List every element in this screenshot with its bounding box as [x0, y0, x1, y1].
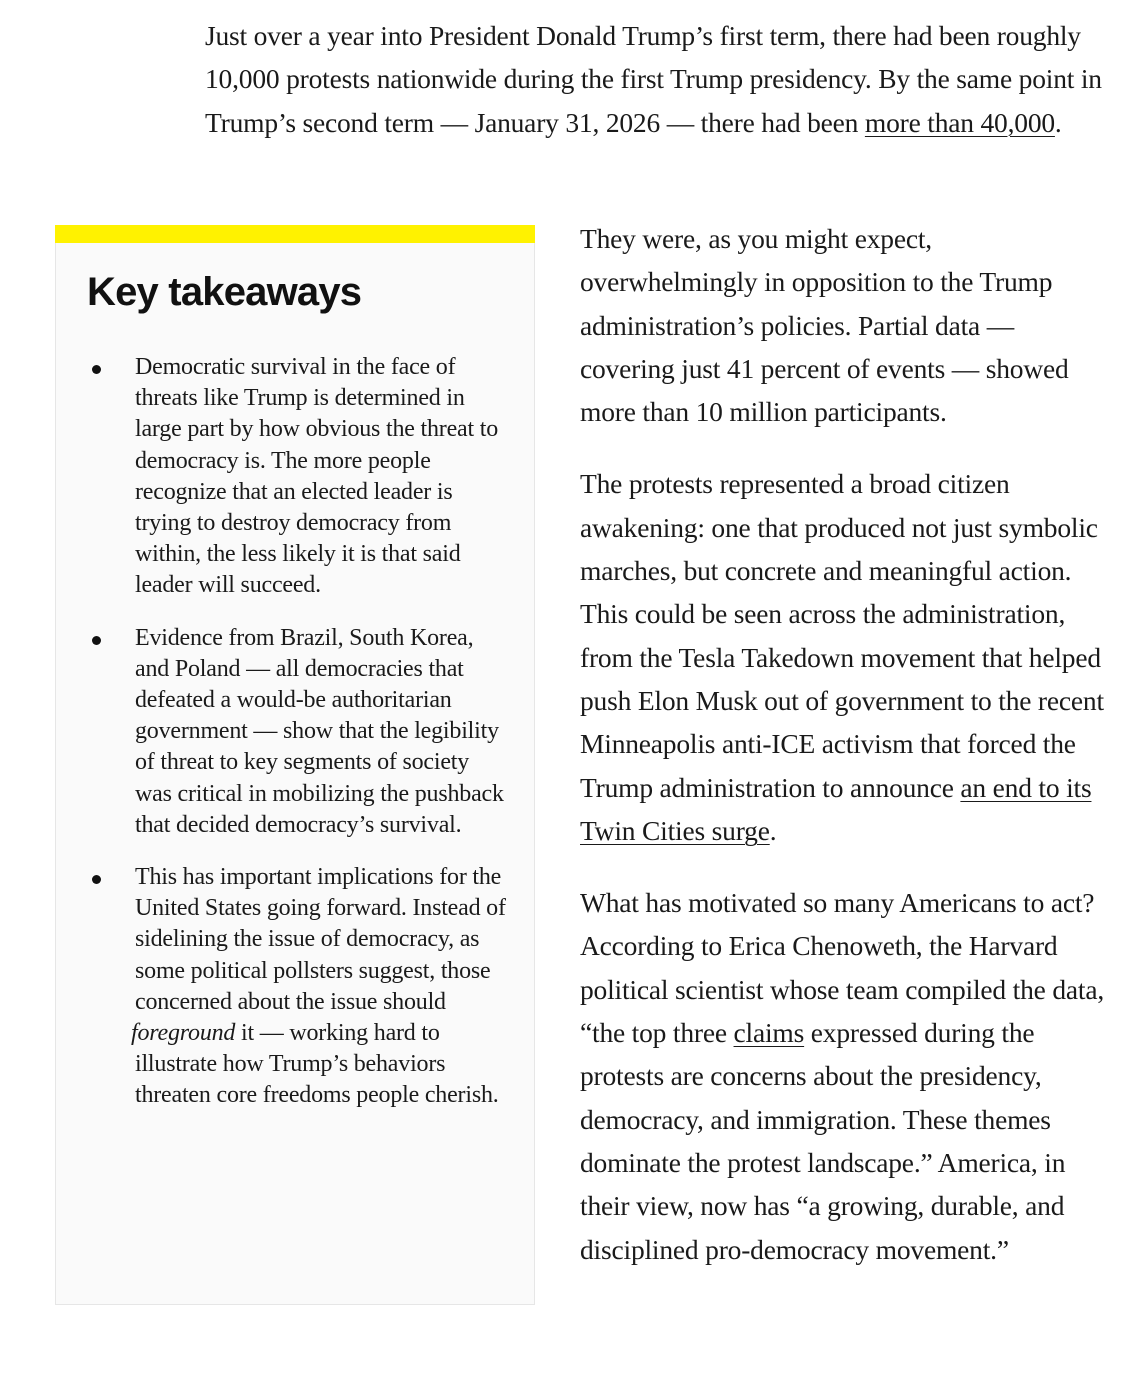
body-paragraph	[580, 462, 1110, 852]
takeaways-list	[56, 352, 534, 1112]
accent-bar	[55, 225, 535, 243]
article-body	[580, 217, 1110, 1300]
emphasis-foreground: foreground	[131, 1020, 236, 1047]
takeaway-item	[56, 352, 534, 602]
takeaway-item	[56, 862, 534, 1112]
claims-link[interactable]: claims	[733, 1017, 805, 1049]
body-paragraph	[580, 217, 1110, 433]
key-takeaways-title: Key takeaways	[87, 270, 362, 314]
bullet-icon	[92, 875, 101, 884]
paragraph-text: The protests represented a broad citizen awakening: one that produced not just symbolic marches, but concrete and meaningful action. This could be seen across the administration, from the Tesla Takedown movement that helped push Elon Musk out of government to the recent Minneapolis anti-ICE activism that forced the Trump administration to announce	[580, 468, 1104, 803]
takeaway-text: Democratic survival in the face of threats like Trump is determined in large part by how obvious the threat to democracy is. The more people recognize that an elected leader is trying to destroy democracy from within, the less likely it is that said leader will succeed.	[135, 354, 499, 599]
intro-text-end: .	[1054, 106, 1062, 138]
takeaway-item	[56, 623, 534, 841]
body-paragraph	[580, 881, 1110, 1271]
paragraph-text-end: .	[769, 814, 777, 846]
takeaway-text: This has important implications for the United States going forward. Instead of sidelining the issue of democracy, as some political pollsters suggest, those concerned about the issue should	[135, 864, 506, 1015]
paragraph-text-end: expressed during the protests are concerns about the presidency, democracy, and immigration. These themes dominate the protest landscape.” America, in their view, now has “a growing, durable, and disciplined pro-democracy movement.”	[580, 1017, 1066, 1265]
twin-cities-surge-link[interactable]: an end to its Twin Cities surge	[580, 771, 1092, 846]
more-than-40000-link[interactable]: more than 40,000	[864, 106, 1055, 138]
paragraph-text: What has motivated so many Americans to act? According to Erica Chenoweth, the Harvard political scientist whose team compiled the data, “the top three	[580, 887, 1105, 1049]
bullet-icon	[92, 636, 101, 645]
paragraph-text: They were, as you might expect, overwhelmingly in opposition to the Trump administration’s policies. Partial data — covering just 41 percent of events — showed more than 10 million participants.	[580, 223, 1069, 428]
takeaway-text-end: it — working hard to illustrate how Trump’s behaviors threaten core freedoms people cherish.	[135, 1020, 499, 1109]
bullet-icon	[92, 365, 101, 374]
key-takeaways-box	[55, 225, 535, 1305]
takeaway-text: Evidence from Brazil, South Korea, and Poland — all democracies that defeated a would-be authoritarian government — show that the legibility of threat to key segments of society was critical in mobilizing the pushback that decided democracy’s survival.	[135, 624, 504, 838]
intro-paragraph	[205, 14, 1115, 144]
intro-text: Just over a year into President Donald Trump’s first term, there had been roughly 10,000 protests nationwide during the first Trump presidency. By the same point in Trump’s second term — January 31, 2026 — there had been	[205, 20, 1102, 138]
